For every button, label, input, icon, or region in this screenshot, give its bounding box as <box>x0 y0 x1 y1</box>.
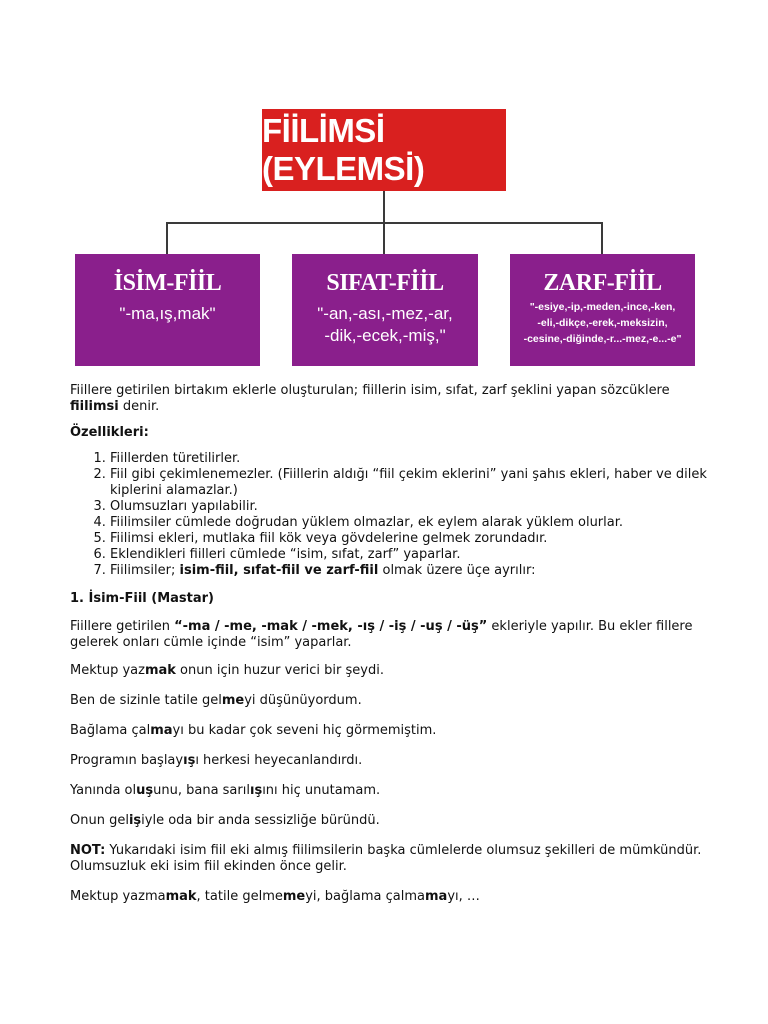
example-text: yı bu kadar çok seveni hiç görmemiştim. <box>172 723 437 738</box>
child-suffixes-line: -dik,-ecek,-miş," <box>324 326 446 345</box>
suffix-highlight: me <box>282 889 306 904</box>
examples-list <box>70 663 710 829</box>
example-text: yı, … <box>447 889 480 904</box>
example-sentence <box>70 813 710 829</box>
example-text: onun için huzur verici bir şeydi. <box>175 663 384 678</box>
suffix-highlight: mak <box>144 663 176 678</box>
diagram-root-box <box>262 109 506 191</box>
child-title: ZARF-FİİL <box>543 270 662 296</box>
fiilimsi-diagram <box>0 0 768 380</box>
example-text: , tatile gelme <box>196 889 283 904</box>
example-text: Yanında ol <box>70 783 137 798</box>
child-suffixes-line: -cesine,-diğinde,-r...-mez,-e...-e" <box>523 333 682 345</box>
example-text: unu, bana sarıl <box>153 783 250 798</box>
example-text: Onun gel <box>70 813 129 828</box>
diagram-child-zarf-fiil <box>510 254 695 366</box>
example-text: ı herkesi heyecanlandırdı. <box>195 753 363 768</box>
section-heading: 1. İsim-Fiil (Mastar) <box>70 591 214 606</box>
example-text: yi, bağlama çalma <box>305 889 425 904</box>
note-paragraph: NOT: Yukarıdaki isim fiil eki almış fiilimsilerin başka cümlelerde olumsuz şekilleri de mümkündür. Olumsuzluk eki isim fiil ekinden önce gelir. <box>70 843 702 874</box>
example-sentence <box>70 783 710 799</box>
section-intro: Fiillere getirilen “-ma / -me, -mak / -mek, -ış / -iş / -uş / -üş” ekleriyle yapılır. Bu ekler fillere gelerek onları cümle içinde “isim” yaparlar. <box>70 619 693 650</box>
suffix-highlight: ma <box>150 723 173 738</box>
list-item: 6. Eklendikleri fiilleri cümlede “isim, sıfat, zarf” yaparlar. <box>110 547 710 563</box>
example-text: Bağlama çal <box>70 723 151 738</box>
example-text: yi düşünüyordum. <box>244 693 362 708</box>
list-item: 1. Fiillerden türetilirler. <box>110 451 710 467</box>
suffix-highlight: ış <box>183 753 196 768</box>
connector-right <box>601 222 603 254</box>
suffix-highlight: ma <box>424 889 448 904</box>
connector-vertical-root <box>383 191 385 223</box>
example-text: Mektup yaz <box>70 663 145 678</box>
suffix-highlight: uş <box>136 783 154 798</box>
document-body <box>70 383 710 919</box>
features-list <box>70 451 710 579</box>
child-suffixes-line: -eli,-dikçe,-erek,-meksizin, <box>537 317 668 329</box>
diagram-root-label: FİİLİMSİ (EYLEMSİ) <box>262 112 425 187</box>
intro-paragraph: Fiillere getirilen birtakım eklerle oluşturulan; fiillerin isim, sıfat, zarf şeklini yapan sözcüklere fiilimsi denir. <box>70 383 670 414</box>
example-sentence <box>70 723 710 739</box>
suffix-highlight: ış <box>249 783 263 798</box>
example-text: Mektup yazma <box>70 889 166 904</box>
child-suffixes-line: "-an,-ası,-mez,-ar, <box>317 304 453 323</box>
child-suffixes: "-ma,ış,mak" <box>119 304 216 323</box>
example-sentence <box>70 663 710 679</box>
suffix-highlight: mak <box>165 889 197 904</box>
child-title: İSİM-FİİL <box>113 270 222 296</box>
connector-left <box>166 222 168 254</box>
last-example <box>70 889 710 905</box>
list-item: 4. Fiilimsiler cümlede doğrudan yüklem olmazlar, ek eylem alarak yüklem olurlar. <box>110 515 710 531</box>
example-sentence <box>70 693 710 709</box>
features-heading: Özellikleri: <box>70 425 149 440</box>
example-text: Ben de sizinle tatile gel <box>70 693 222 708</box>
list-item: 2. Fiil gibi çekimlenemezler. (Fiillerin aldığı “fiil çekim eklerini” yani şahıs ekleri, haber ve dilek kiplerini alamazlar.) <box>110 467 710 499</box>
diagram-child-sifat-fiil <box>292 254 478 366</box>
connector-middle <box>383 222 385 254</box>
example-text: ını hiç unutamam. <box>262 783 381 798</box>
example-text: Programın başlay <box>70 753 184 768</box>
suffix-highlight: iş <box>128 813 142 828</box>
list-item: 7. Fiilimsiler; isim-fiil, sıfat-fiil ve zarf-fiil olmak üzere üçe ayrılır: <box>110 563 710 579</box>
example-sentence <box>70 753 710 769</box>
example-text: iyle oda bir anda sessizliğe büründü. <box>141 813 380 828</box>
child-title: SIFAT-FİİL <box>326 270 444 296</box>
diagram-child-isim-fiil <box>75 254 260 366</box>
list-item: 5. Fiilimsi ekleri, mutlaka fiil kök veya gövdelerine gelmek zorundadır. <box>110 531 710 547</box>
child-suffixes-line: "-esiye,-ip,-meden,-ince,-ken, <box>529 301 676 313</box>
list-item: 3. Olumsuzları yapılabilir. <box>110 499 710 515</box>
suffix-highlight: me <box>221 693 245 708</box>
